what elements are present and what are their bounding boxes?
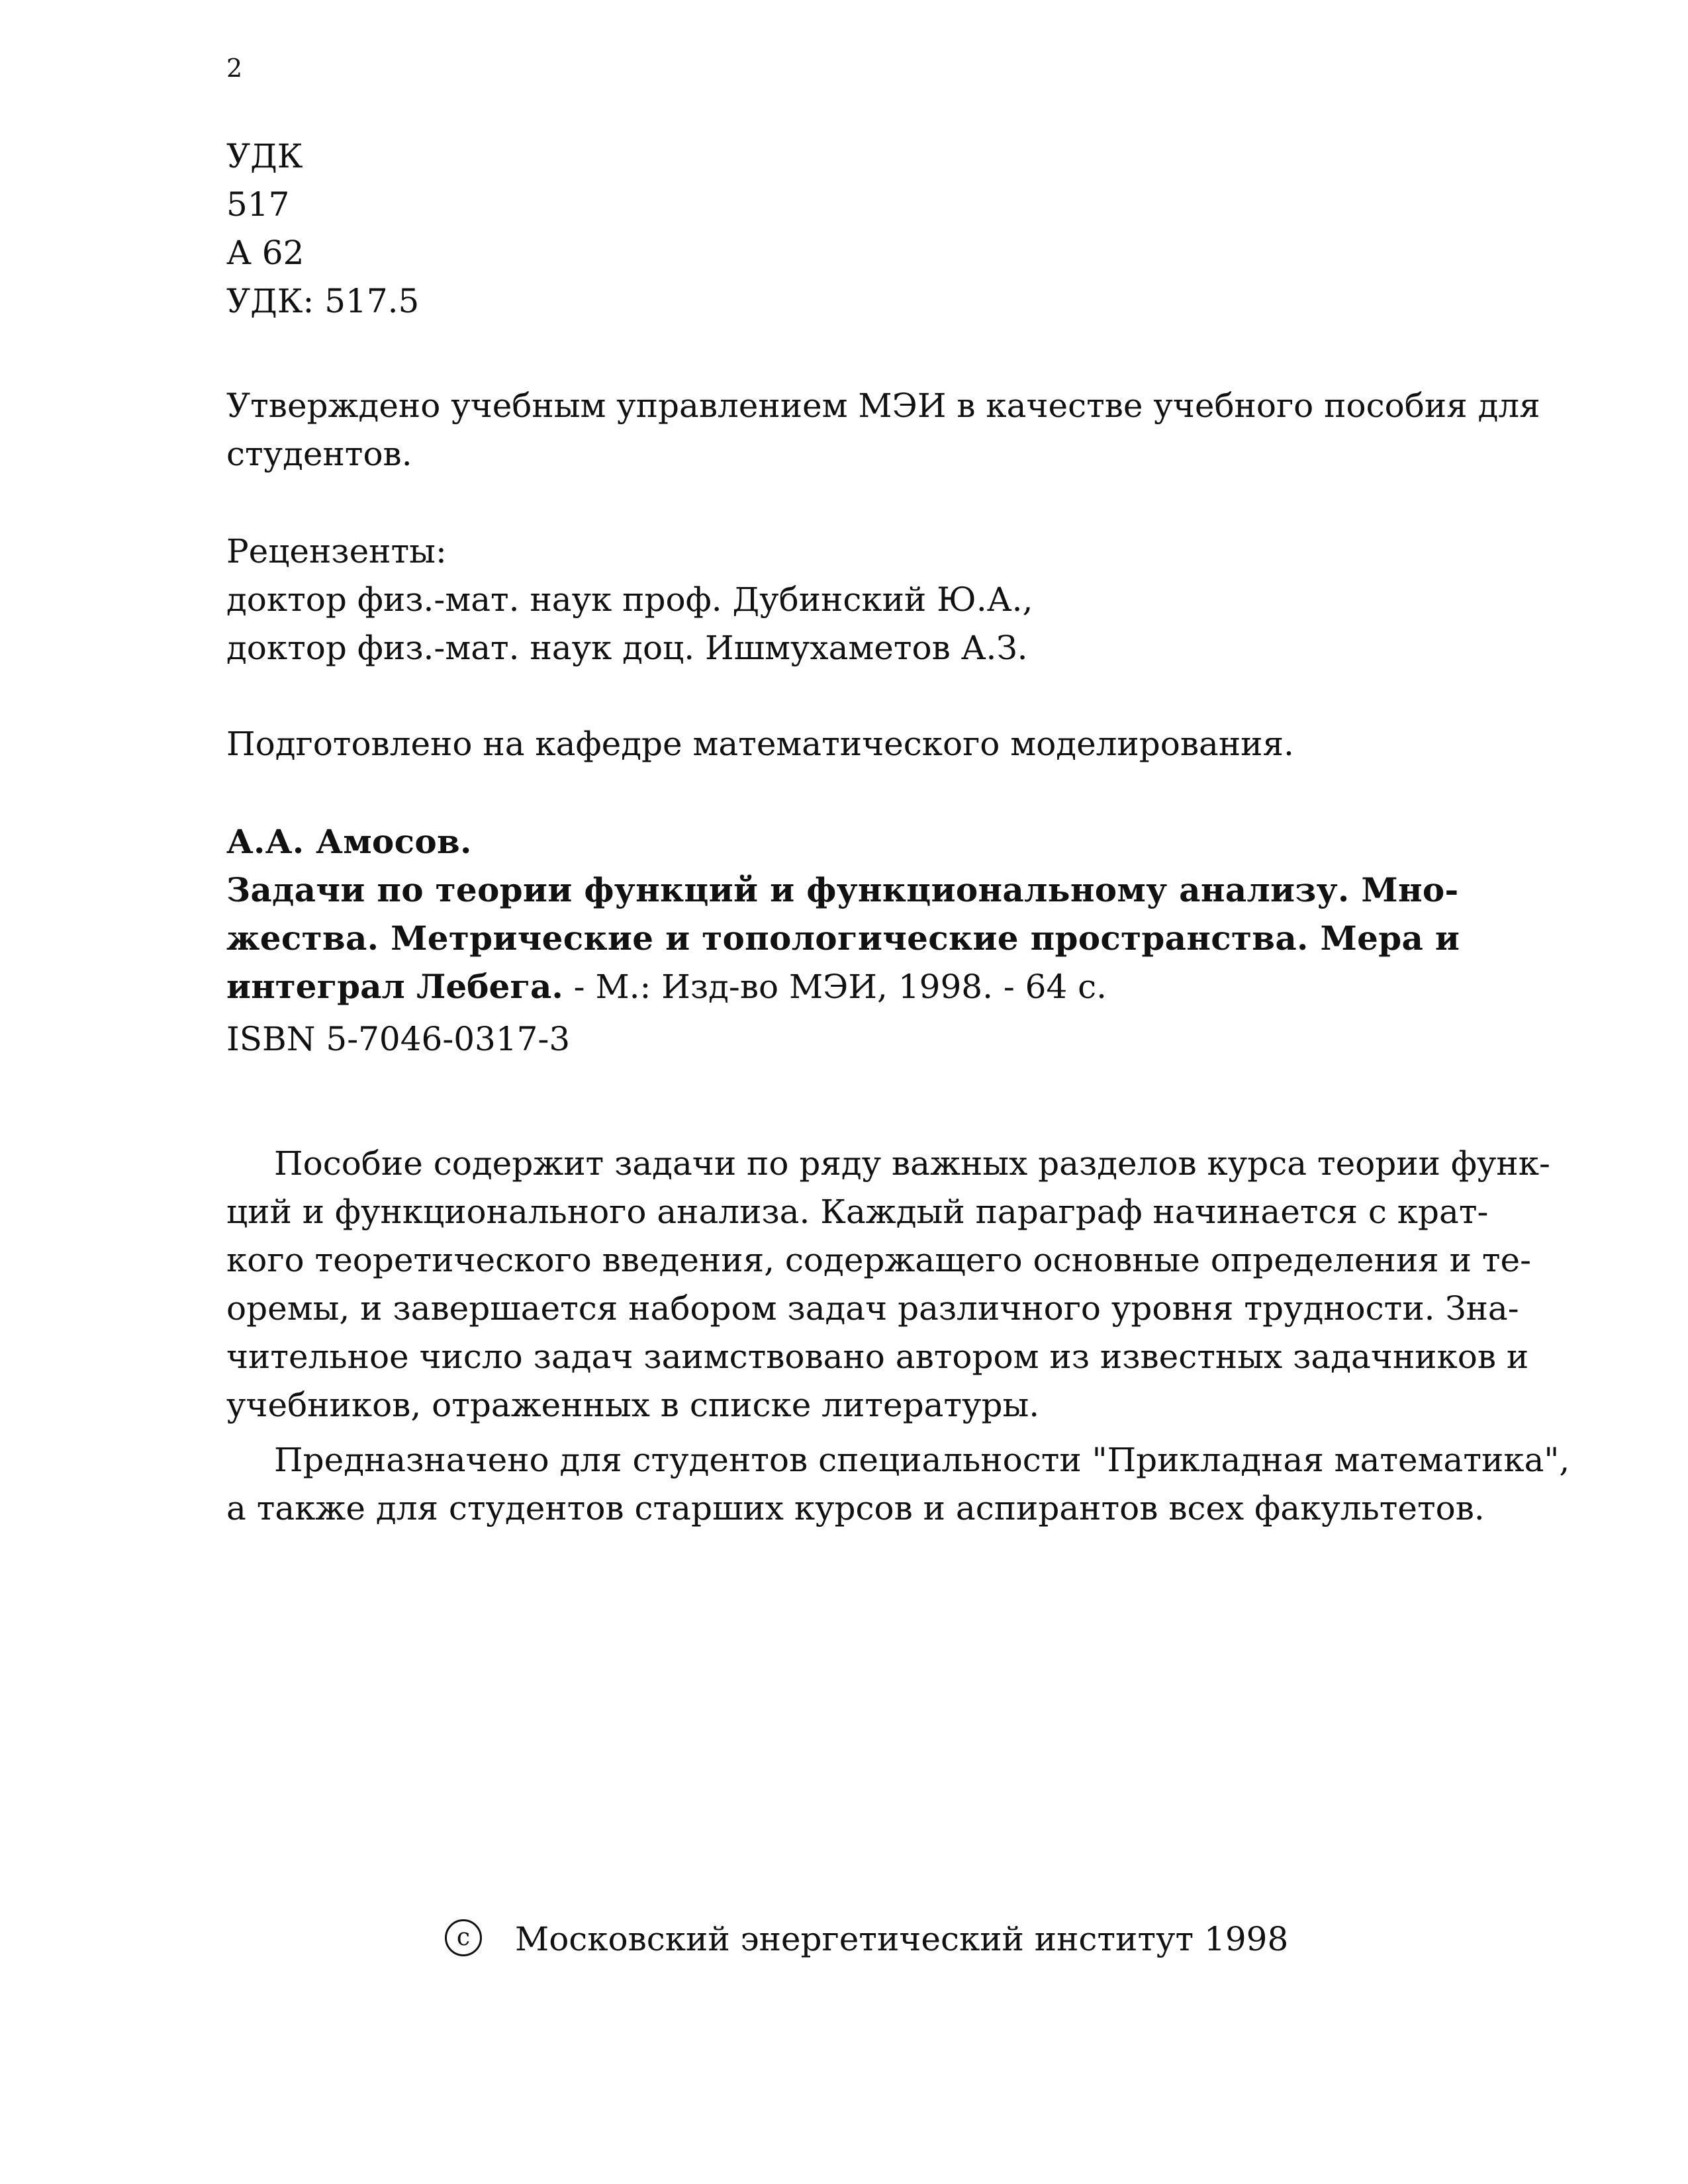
book-author: А.А. Амосов. — [226, 822, 472, 861]
abstract-line: Предназначено для студентов специальности "Прикладная математика", — [274, 1441, 1570, 1479]
bibliographic-record — [226, 817, 1544, 1064]
paragraph-gap — [226, 1430, 1544, 1436]
prepared-line: Подготовлено на кафедре математического моделирования. — [226, 725, 1294, 763]
udc-line: УДК: 517.5 — [226, 282, 420, 320]
abstract — [226, 1140, 1570, 1533]
abstract-line: чительное число задач заимствовано автором из известных задачников и — [226, 1338, 1529, 1376]
publisher-info: - М.: Изд-во МЭИ, 1998. - 64 с. — [563, 968, 1107, 1006]
abstract-line: ций и функционального анализа. Каждый параграф начинается с крат- — [226, 1193, 1489, 1231]
book-title-line: жества. Метрические и топологические пространства. Мера и — [226, 919, 1460, 958]
page-number: 2 — [226, 54, 243, 83]
abstract-line: учебников, отраженных в списке литературы. — [226, 1386, 1040, 1424]
book-title-line: Задачи по теории функций и функциональному анализу. Мно- — [226, 870, 1459, 909]
reviewers-block — [226, 527, 1544, 672]
approval-line: студентов. — [226, 435, 412, 473]
book-title-publisher-line — [226, 962, 1544, 1011]
prepared-statement — [226, 720, 1544, 768]
udc-block — [226, 132, 1544, 326]
abstract-line: оремы, и завершается набором задач различного уровня трудности. Зна- — [226, 1289, 1519, 1328]
udc-line: УДК — [226, 137, 303, 175]
reviewers-heading: Рецензенты: — [226, 532, 447, 570]
approval-line: Утверждено учебным управлением МЭИ в качестве учебного пособия для — [226, 387, 1540, 425]
abstract-line: а также для студентов старших курсов и аспирантов всех факультетов. — [226, 1489, 1485, 1527]
approval-statement — [226, 382, 1544, 478]
abstract-line: кого теоретического введения, содержащего основные определения и те- — [226, 1241, 1531, 1279]
udc-line: 517 — [226, 185, 290, 224]
copyright-icon: c — [445, 1919, 482, 1956]
isbn: ISBN 5-7046-0317-3 — [226, 1020, 571, 1058]
reviewer-entry: доктор физ.-мат. наук проф. Дубинский Ю.А., — [226, 580, 1033, 619]
abstract-line: Пособие содержит задачи по ряду важных разделов курса теории функ- — [274, 1144, 1550, 1183]
copyright-text: Московский энергетический институт 1998 — [515, 1920, 1289, 1958]
udc-line: А 62 — [226, 234, 305, 272]
book-title-line: интеграл Лебега. — [226, 967, 563, 1006]
reviewer-entry: доктор физ.-мат. наук доц. Ишмухаметов А.З. — [226, 629, 1028, 667]
copyright-notice — [445, 1915, 1288, 1964]
